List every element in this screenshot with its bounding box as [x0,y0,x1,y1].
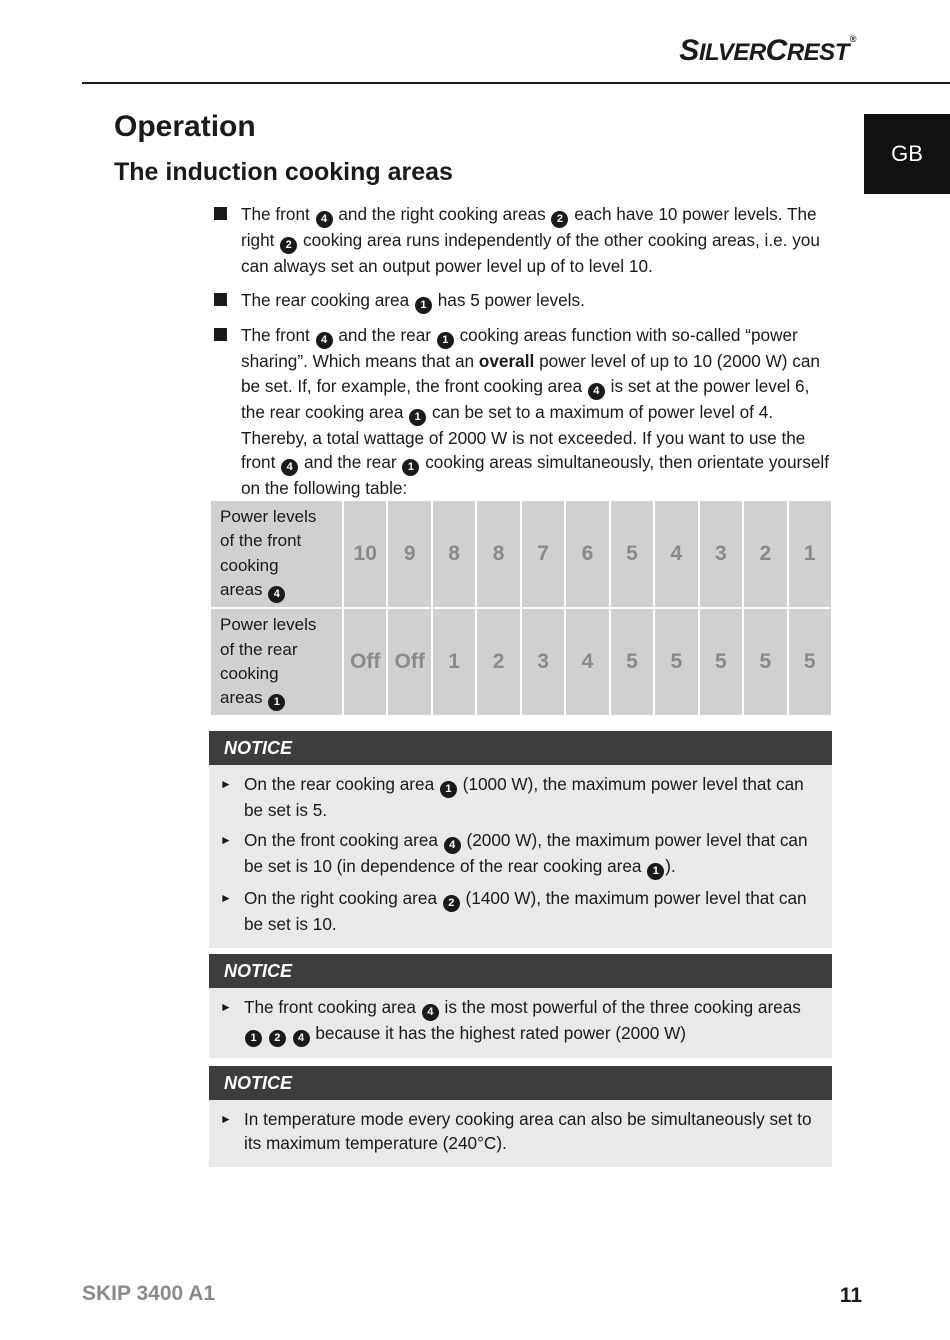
table-cell: 4 [565,608,609,716]
square-bullet-icon [214,293,227,306]
table-row-front [210,500,832,608]
arrow-bullet-icon: ► [220,1000,232,1014]
number-marker: 2 [443,895,460,912]
number-marker: 4 [281,459,298,476]
footer-model: SKIP 3400 A1 [82,1282,216,1305]
section-title: The induction cooking areas [114,158,453,186]
bullet-item: The front 4 and the right cooking areas 2 each have 10 power levels. The right 2 cooking area runs independently of the other cooking areas, i.e. you can always set an output power level up of to level 10. [214,202,834,278]
table-cell: 5 [788,608,832,716]
notice-box [209,954,832,1058]
table-cell: 5 [743,608,787,716]
table-cell: 3 [699,500,743,608]
table-cell: 5 [654,608,698,716]
table-cell: 10 [343,500,387,608]
table-cell: 2 [476,608,520,716]
notice-title: NOTICE [209,731,832,765]
header-rule [82,82,950,84]
notice-box [209,1066,832,1167]
number-marker: 4 [444,837,461,854]
table-cell: 6 [565,500,609,608]
table-cell: 7 [521,500,565,608]
number-marker: 4 [422,1004,439,1021]
row-label-front: Power levels of the front cooking areas 4 [210,500,343,608]
notice-box [209,731,832,948]
table-cell: 1 [432,608,476,716]
number-marker: 2 [551,211,568,228]
table-cell: 5 [699,608,743,716]
notice-item: ► The front cooking area 4 is the most powerful of the three cooking areas 1 2 4 because it has the highest rated power (2000 W) [219,995,822,1047]
table-cell: Off [343,608,387,716]
number-marker: 1 [415,297,432,314]
power-level-table [209,499,833,717]
bullet-item: The front 4 and the rear 1 cooking areas function with so-called “power sharing”. Which means that an overall power level of up to 10 (2000 W) can be set. If, for example, the front cooking area 4 is set at the power level 6, the rear cooking area 1 can be set to a maximum of power level of 4. Thereby, a total wattage of 2000 W is not exceeded. If you want to use the front 4 and the rear 1 cooking areas simultaneously, then orientate yourself on the following table: [214,323,834,500]
number-marker: 1 [647,863,664,880]
notice-item: ► On the rear cooking area 1 (1000 W), the maximum power level that can be set is 5. [220,774,804,820]
bullet-item: The rear cooking area 1 has 5 power levels. [214,288,834,314]
arrow-bullet-icon: ► [220,891,232,906]
table-cell: 2 [743,500,787,608]
number-marker: 1 [268,694,285,711]
table-cell: 4 [654,500,698,608]
table-cell: 5 [610,500,654,608]
notice-title: NOTICE [209,954,832,988]
table-cell: 8 [476,500,520,608]
table-cell: 1 [788,500,832,608]
bullet-list [214,202,834,510]
number-marker: 1 [402,459,419,476]
table-cell: 5 [610,608,654,716]
number-marker: 2 [269,1030,286,1047]
page-title: Operation [114,110,256,143]
number-marker: 4 [293,1030,310,1047]
notice-title: NOTICE [209,1066,832,1100]
page-number: 11 [839,1284,862,1307]
number-marker: 4 [316,211,333,228]
brand-logo: SILVERCREST® [679,34,856,67]
table-cell: Off [387,608,431,716]
number-marker: 1 [437,332,454,349]
number-marker: 1 [409,409,426,426]
square-bullet-icon [214,328,227,341]
notice-item: ► On the right cooking area 2 (1400 W), the maximum power level that can be set is 10. [220,888,807,935]
row-label-rear: Power levels of the rear cooking areas 1 [210,608,343,716]
number-marker: 4 [588,383,605,400]
notice-item: ► On the front cooking area 4 (2000 W), the maximum power level that can be set is 10 (in dependence of the rear cooking area 1 ). [219,828,822,880]
number-marker: 1 [245,1030,262,1047]
language-tab: GB [864,114,950,194]
square-bullet-icon [214,207,227,220]
table-cell: 9 [387,500,431,608]
notice-item: ► In temperature mode every cooking area can also be simultaneously set to its maximum temperature (240°C). [220,1109,812,1154]
number-marker: 4 [316,332,333,349]
table-cell: 3 [521,608,565,716]
number-marker: 2 [280,237,297,254]
number-marker: 4 [268,586,285,603]
arrow-bullet-icon: ► [220,833,232,848]
number-marker: 1 [440,781,457,798]
table-row-rear [210,608,832,716]
table-cell: 8 [432,500,476,608]
arrow-bullet-icon: ► [220,777,232,791]
arrow-bullet-icon: ► [220,1112,232,1126]
